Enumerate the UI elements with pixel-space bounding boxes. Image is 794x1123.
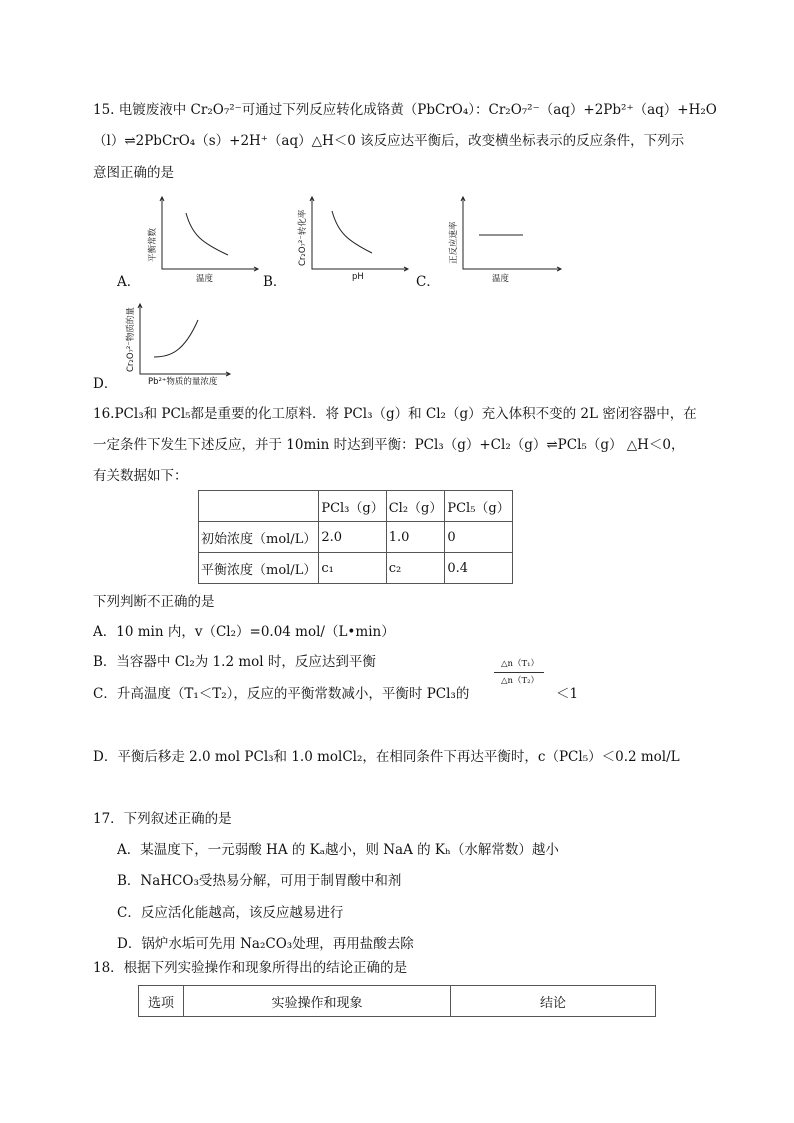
table-cell: 2.0 (319, 522, 386, 553)
table-cell: c₁ (319, 553, 386, 584)
q18-table (138, 985, 656, 1017)
table-header-cell: Cl₂（g） (386, 491, 445, 522)
q16-line1: 16.PCl₃和 PCl₅都是重要的化工原料．将 PCl₃（g）和 Cl₂（g）充入体积不变的 2L 密闭容器中，在 (93, 406, 697, 422)
table-header-cell: PCl₅（g） (445, 491, 512, 522)
q16-option-a: A．10 min 内，v（Cl₂）=0.04 mol/（L•min） (93, 624, 395, 640)
option-b-letter: B． (263, 274, 287, 290)
q17-option-c: C．反应活化能越高，该反应越易进行 (117, 905, 344, 921)
q16-option-c: C．升高温度（T₁＜T₂），反应的平衡常数减小，平衡时 PCl₃的 (93, 686, 470, 702)
graph-b-ylabel: Cr₂O₇²⁻转化率 (298, 209, 308, 266)
graph-d-ylabel: Cr₂O₇²⁻物质的量 (126, 307, 136, 372)
graph-d-xlabel: Pb²⁺物质的量浓度 (148, 377, 218, 387)
option-a-letter: A． (117, 274, 141, 290)
table-cell: 平衡浓度（mol/L） (199, 553, 319, 584)
q16-option-b: B．当容器中 Cl₂为 1.2 mol 时，反应达到平衡 (93, 654, 376, 670)
table-cell: 1.0 (386, 522, 445, 553)
q16-line3: 有关数据如下： (93, 468, 188, 484)
q17-stem: 17．下列叙述正确的是 (93, 811, 232, 827)
q18-stem: 18．根据下列实验操作和现象所得出的结论正确的是 (93, 960, 408, 976)
q16-option-c-tail: ＜1 (556, 686, 579, 702)
q15-line2: （l）⇌2PbCrO₄（s）+2H⁺（aq）△H＜0 该反应达平衡后，改变横坐标表示的反应条件，下列示 (93, 133, 685, 149)
graph-c-xlabel: 温度 (492, 274, 510, 284)
table-cell: 0 (445, 522, 512, 553)
table-header-cell (199, 491, 319, 522)
option-d-letter: D． (93, 376, 118, 392)
fraction-denominator: △n（T₂） (500, 676, 540, 686)
table-header-cell: PCl₃（g） (319, 491, 386, 522)
graph-c-plot (441, 195, 566, 275)
graph-a-plot (140, 195, 260, 275)
q17-option-b: B．NaHCO₃受热易分解，可用于制胃酸中和剂 (117, 873, 402, 889)
q16-stem: 下列判断不正确的是 (93, 594, 215, 610)
q16-option-d: D．平衡后移走 2.0 mol PCl₃和 1.0 molCl₂，在相同条件下再达平衡时，c（PCl₅）＜0.2 mol/L (93, 749, 680, 765)
table-header-cell: 选项 (139, 986, 184, 1017)
q16-line2: 一定条件下发生下述反应，并于 10min 时达到平衡：PCl₃（g）+Cl₂（g）⇌PCl₅（g） △H＜0， (93, 437, 685, 453)
table-header-cell: 结论 (451, 986, 656, 1017)
table-cell: 0.4 (445, 553, 512, 584)
q17-option-a: A．某温度下，一元弱酸 HA 的 Kₐ越小，则 NaA 的 Kₕ（水解常数）越小 (117, 842, 559, 858)
graph-c-ylabel: 正反应速率 (449, 221, 459, 264)
table-cell: 初始浓度（mol/L） (199, 522, 319, 553)
fraction-bar (494, 672, 544, 673)
table-row (199, 522, 513, 553)
table-cell: c₂ (386, 553, 445, 584)
table-header-row (199, 491, 513, 522)
q15-line3: 意图正确的是 (93, 165, 174, 181)
q16-data-table (198, 490, 513, 584)
table-header-cell: 实验操作和现象 (184, 986, 451, 1017)
graph-a-xlabel: 温度 (196, 274, 214, 284)
q15-line1: 15. 电镀废液中 Cr₂O₇²⁻可通过下列反应转化成铬黄（PbCrO₄）：Cr₂O₇²⁻（aq）+2Pb²⁺（aq）+H₂O (93, 102, 717, 118)
q17-option-d: D．锅炉水垢可先用 Na₂CO₃处理，再用盐酸去除 (117, 936, 414, 952)
fraction-numerator: △n（T₁） (500, 659, 540, 669)
graph-b-xlabel: pH (352, 272, 364, 282)
table-header-row (139, 986, 656, 1017)
graph-b-plot (290, 195, 410, 275)
option-c-letter: C． (416, 274, 440, 290)
table-row (199, 553, 513, 584)
graph-a-ylabel: 平衡常数 (148, 227, 158, 262)
